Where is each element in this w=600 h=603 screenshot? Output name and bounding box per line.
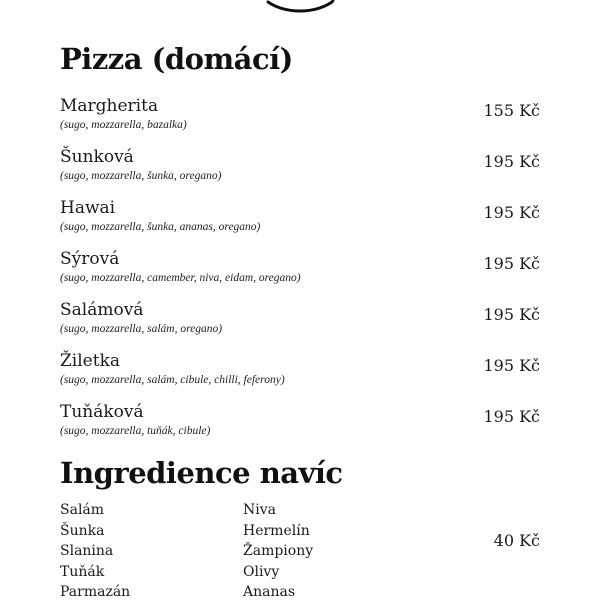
menu-item-tunakova	[60, 402, 540, 446]
item-price: 195 Kč	[483, 203, 540, 222]
item-price: 195 Kč	[483, 305, 540, 324]
menu-item-salamova	[60, 300, 540, 344]
extra-ingredient: Hermelín	[243, 522, 310, 539]
item-price: 155 Kč	[483, 101, 540, 120]
extras-section-title: Ingredience navíc	[60, 456, 343, 490]
flourish-ornament-icon	[262, 0, 338, 14]
extra-ingredient: Niva	[243, 502, 276, 518]
extra-ingredient: Salám	[60, 502, 105, 518]
item-name: Šunková	[60, 147, 134, 167]
pizza-section-title: Pizza (domácí)	[60, 42, 293, 76]
extra-ingredient: Parmazán	[60, 584, 131, 600]
menu-item-hawai	[60, 198, 540, 242]
item-price: 195 Kč	[483, 356, 540, 375]
item-name: Sýrová	[60, 249, 120, 269]
menu-item-sunkova	[60, 147, 540, 191]
extra-ingredient: Ananas	[243, 584, 296, 600]
extra-ingredient: Slanina	[60, 543, 114, 559]
extra-ingredient: Tuňák	[60, 563, 105, 580]
item-ingredients: (sugo, mozzarella, salám, oregano)	[60, 323, 223, 335]
item-ingredients: (sugo, mozzarella, šunka, ananas, oregano)	[60, 221, 261, 233]
extra-ingredient: Olivy	[243, 563, 280, 580]
extra-ingredient: Žampiony	[243, 543, 314, 559]
extra-ingredient: Šunka	[60, 522, 105, 539]
item-name: Margherita	[60, 96, 159, 116]
item-ingredients: (sugo, mozzarella, bazalka)	[60, 119, 187, 131]
item-ingredients: (sugo, mozzarella, šunka, oregano)	[60, 170, 222, 182]
item-price: 195 Kč	[483, 254, 540, 273]
menu-item-ziletka	[60, 351, 540, 395]
item-name: Žiletka	[60, 351, 121, 371]
menu-item-margherita	[60, 96, 540, 140]
item-price: 195 Kč	[483, 407, 540, 426]
extras-list-left	[60, 500, 130, 603]
item-name: Hawai	[60, 198, 116, 218]
extras-list-right	[243, 500, 313, 603]
item-name: Tuňáková	[60, 402, 144, 422]
item-ingredients: (sugo, mozzarella, salám, cibule, chilli, feferony)	[60, 374, 285, 386]
item-price: 195 Kč	[483, 152, 540, 171]
extras-price: 40 Kč	[493, 531, 540, 550]
item-ingredients: (sugo, mozzarella, camember, niva, eidam, oregano)	[60, 272, 301, 284]
item-name: Salámová	[60, 300, 144, 320]
item-ingredients: (sugo, mozzarella, tuňák, cibule)	[60, 425, 211, 437]
menu-item-syrova	[60, 249, 540, 293]
